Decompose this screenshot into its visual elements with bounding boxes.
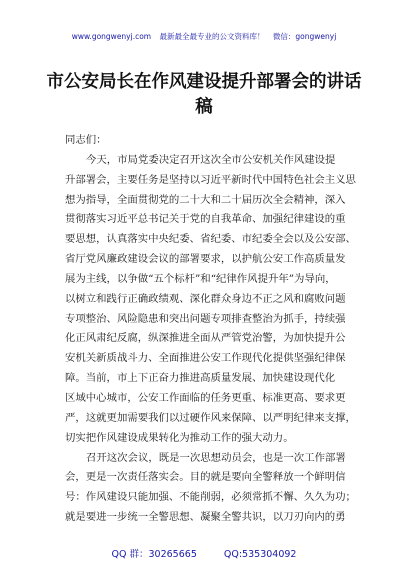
body-line: 贯彻落实习近平总书记关于党的自我革命、加强纪律建设的重: [65, 213, 346, 226]
body-line: 严，这就更加需要我们以过硬作风来保障、以严明纪律来支撑，: [65, 411, 356, 424]
qq-number: QQ:535304092: [223, 549, 297, 560]
body-line: 今天，市局党委决定召开这次全市公安机关作风建设提: [86, 153, 336, 166]
body-line: 升部署会，主要任务是坚持以习近平新时代中国特色社会主义思: [65, 173, 356, 186]
title-line-1: 市公安局长在作风建设提升部署会的讲话: [46, 72, 362, 92]
body-line: 就是要进一步统一全警思想、凝聚全警共识，以刀刃向内的勇: [65, 511, 346, 524]
salutation: 同志们：: [65, 134, 107, 146]
wechat-id: 微信：gongwenyj: [272, 32, 337, 41]
site-header: [0, 31, 408, 42]
title-line-2: 稿: [195, 97, 213, 117]
document-title: [40, 70, 368, 120]
document-body: [65, 131, 364, 528]
body-line: 安机关新质战斗力、全面推进公安工作现代化提供坚强纪律保: [65, 352, 346, 365]
body-line: 展为主线，以争做“五个标杆”和“纪律作风提升年”为导向，: [65, 272, 336, 285]
body-line: 以树立和践行正确政绩观、深化群众身边不正之风和腐败问题: [65, 292, 346, 305]
body-line: 区域中心城市，公安工作面临的任务更重、标准更高、要求更: [65, 391, 346, 404]
body-line: 化正风肃纪反腐，纵深推进全面从严管党治警，为加快提升公: [65, 332, 346, 345]
body-line: 召开这次会议，既是一次思想动员会，也是一次工作部署: [86, 451, 346, 464]
site-slogan: 最新最全最专业的公文资料库！: [159, 32, 265, 41]
body-line: 要思想，认真落实中央纪委、省纪委、市纪委全会以及公安部、: [65, 233, 356, 246]
qq-group: QQ 群：30265665: [111, 549, 197, 560]
site-footer: [0, 546, 408, 560]
body-line: 切实把作风建设成果转化为推动工作的强大动力。: [65, 431, 294, 444]
site-url[interactable]: www.gongwenyj.com: [71, 32, 152, 41]
body-line: 障。当前，市上下正奋力推进高质量发展、加快建设现代化: [65, 372, 336, 385]
body-line: 省厅党风廉政建设会议的部署要求，以护航公安工作高质量发: [65, 253, 346, 266]
body-line: 想为指导，全面贯彻党的二十大和二十届历次全会精神，深入: [65, 193, 346, 206]
body-line: 专项整治、风险隐患和突出问题专项排查整治为抓手，持续强: [65, 312, 346, 325]
body-line: 会，更是一次责任落实会。目的就是要向全警释放一个鲜明信: [65, 471, 346, 484]
body-line: 号：作风建设只能加强、不能削弱，必须常抓不懈、久久为功；: [65, 491, 356, 504]
